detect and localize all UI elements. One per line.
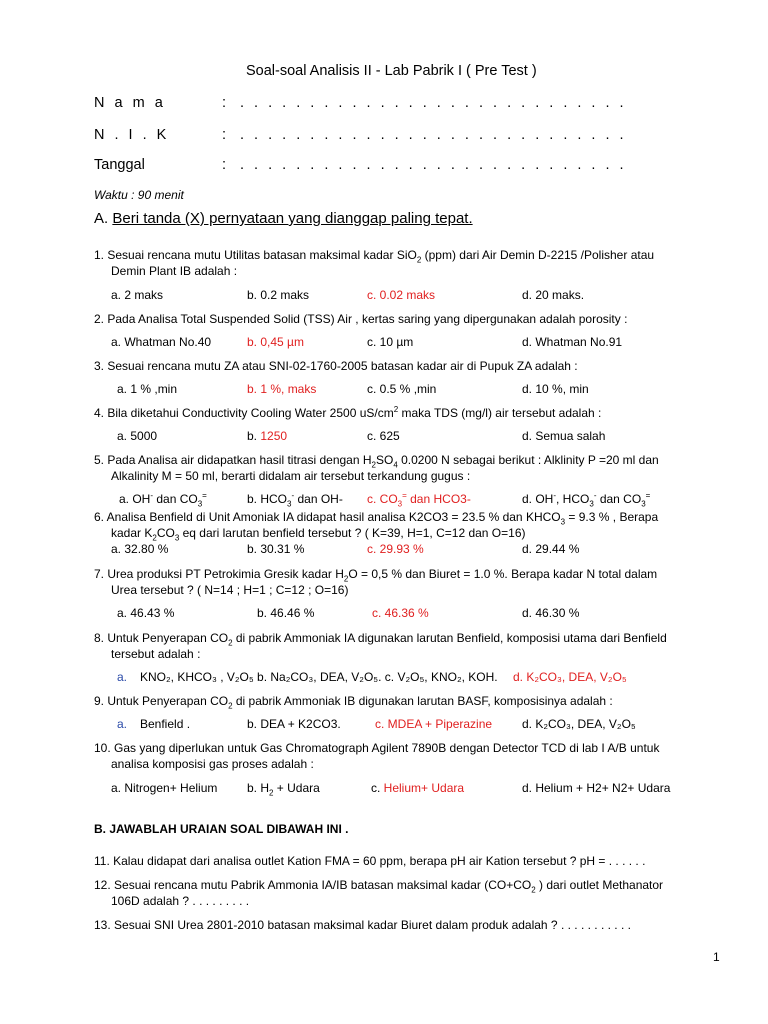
- q1-option-a[interactable]: a. 2 maks: [111, 288, 164, 302]
- q3-option-b[interactable]: b. 1 %, maks: [247, 382, 317, 396]
- question-1-line-1: [94, 248, 655, 265]
- field-label-tanggal: Tanggal: [94, 157, 145, 173]
- q10-option-b[interactable]: [247, 781, 320, 798]
- section-b-heading: B. JAWABLAH URAIAN SOAL DIBAWAH INI .: [94, 822, 349, 836]
- q8-text: 8. Untuk Penyerapan CO: [94, 631, 229, 645]
- q2-option-a[interactable]: a. Whatman No.40: [111, 335, 212, 349]
- q12-sub: 2: [531, 885, 536, 895]
- question-2: 2. Pada Analisa Total Suspended Solid (TSS) Air , kertas saring yang dipergunakan adalah porosity :: [94, 312, 628, 326]
- q5-text-3: 0.0200 N sebagai berikut : Alklinity P =20 ml dan: [397, 453, 659, 467]
- question-8-line-2: tersebut adalah :: [111, 647, 201, 661]
- q2-option-b[interactable]: b. 0,45 µm: [247, 335, 304, 349]
- question-9: [94, 694, 613, 711]
- q5-d-text-3: dan CO: [596, 492, 642, 506]
- q10-option-a[interactable]: a. Nitrogen+ Helium: [111, 781, 218, 795]
- q1-option-b[interactable]: b. 0.2 maks: [247, 288, 310, 302]
- q6-l2-sub: 2: [152, 533, 157, 543]
- q5-option-b[interactable]: [247, 491, 343, 509]
- q7-option-b[interactable]: b. 46.46 %: [257, 606, 315, 620]
- q6-option-d[interactable]: d. 29.44 %: [522, 542, 580, 556]
- q10-c-value: Helium+ Udara: [383, 781, 465, 795]
- q2-option-c[interactable]: c. 10 µm: [367, 335, 414, 349]
- field-dots-nama: . . . . . . . . . . . . . . . . . . . . . . . . . . . .: [240, 95, 627, 111]
- question-8-line-1: [94, 631, 667, 648]
- question-10-line-2: analisa komposisi gas proses adalah :: [111, 757, 314, 771]
- field-colon-tanggal: :: [222, 157, 227, 173]
- q6-option-a[interactable]: a. 32.80 %: [111, 542, 169, 556]
- q2-option-d[interactable]: d. Whatman No.91: [522, 335, 623, 349]
- q5-d-sup-3: =: [645, 491, 651, 500]
- q10-b-text: b. H: [247, 781, 270, 795]
- q5-option-d[interactable]: [522, 491, 651, 509]
- q3-option-d[interactable]: d. 10 %, min: [522, 382, 589, 396]
- q9-text: 9. Untuk Penyerapan CO: [94, 694, 229, 708]
- question-11: 11. Kalau didapat dari analisa outlet Kation FMA = 60 ppm, berapa pH air Kation tersebut ? pH = . . . . . .: [94, 854, 646, 868]
- q1-option-d[interactable]: d. 20 maks.: [522, 288, 585, 302]
- q5-sub-2: 4: [393, 460, 398, 470]
- q3-option-a[interactable]: a. 1 % ,min: [117, 382, 178, 396]
- question-10-line-1: 10. Gas yang diperlukan untuk Gas Chromatograph Agilent 7890B dengan Detector TCD di lab I A/B untuk: [94, 741, 660, 755]
- time-limit: Waktu : 90 menit: [94, 188, 184, 202]
- question-5-line-2: Alkalinity M = 50 ml, berarti didalam air tersebut terkandung gugus :: [111, 469, 471, 483]
- q4-b-value: 1250: [260, 429, 288, 443]
- q4-option-c[interactable]: c. 625: [367, 429, 400, 443]
- q5-b-text-2: dan OH-: [294, 492, 343, 506]
- q6-l2-text-2: CO: [156, 526, 175, 540]
- q5-d-sub: 3: [589, 499, 594, 509]
- field-label-nik: N . I . K: [94, 127, 170, 143]
- q5-text: 5. Pada Analisa air didapatkan hasil titrasi dengan H: [94, 453, 372, 467]
- q1-option-c[interactable]: c. 0.02 maks: [367, 288, 436, 302]
- field-colon-nik: :: [222, 127, 227, 143]
- q5-sub: 2: [371, 460, 376, 470]
- q5-text-2: SO: [375, 453, 394, 467]
- q6-l2-sub-2: 3: [174, 533, 180, 543]
- q5-a-text-2: dan CO: [153, 492, 198, 506]
- q6-option-b[interactable]: b. 30.31 %: [247, 542, 305, 556]
- q4-option-b[interactable]: [247, 429, 287, 443]
- q4-b-prefix: b.: [247, 429, 261, 443]
- q6-l2-text: kadar K: [111, 526, 153, 540]
- q5-option-c[interactable]: [367, 491, 471, 509]
- q8-option-d[interactable]: d. K₂CO₃, DEA, V₂O₅: [513, 670, 627, 684]
- question-7-line-2: Urea tersebut ? ( N=14 ; H=1 ; C=12 ; O=16): [111, 583, 349, 597]
- question-12-line-2: 106D adalah ? . . . . . . . . .: [111, 894, 250, 908]
- q7-option-d[interactable]: d. 46.30 %: [522, 606, 580, 620]
- q8-option-a-letter[interactable]: a.: [117, 670, 128, 684]
- q7-text-2: O = 0,5 % dan Biuret = 1.0 %. Berapa kadar N total dalam: [348, 567, 658, 581]
- section-a-title: Beri tanda (X) pernyataan yang dianggap paling tepat.: [112, 210, 473, 227]
- q9-option-a[interactable]: Benfield .: [140, 717, 191, 731]
- q9-text-2: di pabrik Ammoniak IB digunakan larutan BASF, komposisinya adalah :: [232, 694, 613, 708]
- question-6-line-1: [94, 510, 659, 527]
- field-dots-tanggal: . . . . . . . . . . . . . . . . . . . . . . . . . . . .: [240, 157, 627, 173]
- q5-c-text-2: dan HCO3-: [406, 492, 471, 506]
- q6-sub: 3: [560, 517, 566, 527]
- q9-option-b[interactable]: b. DEA + K2CO3.: [247, 717, 341, 731]
- q5-c-text: c. CO: [367, 492, 398, 506]
- q5-d-text-2: , HCO: [556, 492, 590, 506]
- q9-option-a-letter[interactable]: a.: [117, 717, 128, 731]
- q9-option-c[interactable]: c. MDEA + Piperazine: [375, 717, 493, 731]
- question-5-line-1: [94, 453, 659, 470]
- field-colon-nama: :: [222, 95, 227, 111]
- question-13: 13. Sesuai SNI Urea 2801-2010 batasan maksimal kadar Biuret dalam produk adalah ? . . . . . . . . . . .: [94, 918, 631, 932]
- q8-text-2: di pabrik Ammoniak IA digunakan larutan Benfield, komposisi utama dari Benfield: [232, 631, 667, 645]
- q4-option-d[interactable]: d. Semua salah: [522, 429, 606, 443]
- q10-b-text-2: + Udara: [273, 781, 320, 795]
- q5-d-text: d. OH: [522, 492, 554, 506]
- field-dots-nik: . . . . . . . . . . . . . . . . . . . . . . . . . . . .: [240, 127, 627, 143]
- q5-option-a[interactable]: [119, 491, 207, 509]
- q10-b-sub: 2: [269, 788, 274, 798]
- q5-a-sup-2: =: [202, 491, 207, 500]
- question-6-line-2: [111, 526, 526, 543]
- q7-option-a[interactable]: a. 46.43 %: [117, 606, 175, 620]
- q7-sub: 2: [343, 574, 349, 584]
- q12-text: 12. Sesuai rencana mutu Pabrik Ammonia IA/IB batasan maksimal kadar (CO+CO: [94, 878, 532, 892]
- q6-text: 6. Analisa Benfield di Unit Amoniak IA didapat hasil analisa K2CO3 = 23.5 % dan KHCO: [94, 510, 561, 524]
- q5-c-sub: 3: [397, 499, 403, 509]
- question-1-line-2: Demin Plant IB adalah :: [111, 264, 238, 278]
- document-title: Soal-soal Analisis II - Lab Pabrik I ( Pre Test ): [246, 63, 537, 79]
- q8-sub: 2: [228, 638, 233, 648]
- q5-d-sup: -: [553, 491, 557, 500]
- q4-text: 4. Bila diketahui Conductivity Cooling Water 2500 uS/cm: [94, 406, 394, 420]
- q5-d-sub-2: 3: [641, 499, 646, 509]
- section-a-letter: A.: [94, 210, 109, 227]
- q5-b-text: b. HCO: [247, 492, 288, 506]
- q5-a-sub: 3: [197, 499, 203, 509]
- q10-option-c[interactable]: [371, 781, 464, 795]
- q9-option-d[interactable]: d. K₂CO₃, DEA, V₂O₅: [522, 717, 636, 731]
- q4-option-a[interactable]: a. 5000: [117, 429, 158, 443]
- q1-text-2: (ppm) dari Air Demin D-2215 /Polisher atau: [421, 248, 655, 262]
- q10-c-prefix: c.: [371, 781, 384, 795]
- q7-text: 7. Urea produksi PT Petrokimia Gresik kadar H: [94, 567, 344, 581]
- q4-text-2: maka TDS (mg/l) air tersebut adalah :: [398, 406, 602, 420]
- q3-option-c[interactable]: c. 0.5 % ,min: [367, 382, 437, 396]
- q7-option-c[interactable]: c. 46.36 %: [372, 606, 429, 620]
- q6-l2-text-3: eq dari larutan benfield tersebut ? ( K=39, H=1, C=12 dan O=16): [179, 526, 526, 540]
- q6-option-c[interactable]: c. 29.93 %: [367, 542, 424, 556]
- q1-text: 1. Sesuai rencana mutu Utilitas batasan maksimal kadar SiO: [94, 248, 417, 262]
- field-label-nama: N a m a: [94, 95, 166, 111]
- q5-d-sup-2: -: [593, 491, 597, 500]
- q12-text-2: ) dari outlet Methanator: [535, 878, 664, 892]
- q5-c-sup: =: [402, 491, 407, 500]
- q1-sub: 2: [416, 255, 422, 265]
- q10-option-d[interactable]: d. Helium + H2+ N2+ Udara: [522, 781, 671, 795]
- q6-text-2: = 9.3 % , Berapa: [565, 510, 659, 524]
- question-4: [94, 406, 601, 420]
- q5-a-sup: -: [150, 491, 154, 500]
- q5-b-sup: -: [291, 491, 295, 500]
- q9-sub: 2: [228, 701, 233, 711]
- q4-sup: 2: [393, 405, 399, 414]
- section-a-heading: [94, 212, 473, 226]
- q5-a-text: a. OH: [119, 492, 151, 506]
- question-7-line-1: [94, 567, 658, 584]
- page-number: 1: [713, 950, 720, 964]
- question-12-line-1: [94, 878, 664, 895]
- question-3: 3. Sesuai rencana mutu ZA atau SNI-02-1760-2005 batasan kadar air di Pupuk ZA adalah :: [94, 359, 578, 373]
- q5-b-sub: 3: [287, 499, 292, 509]
- q8-options-abc[interactable]: KNO₂, KHCO₃ , V₂O₅ b. Na₂CO₃, DEA, V₂O₅. c. V₂O₅, KNO₂, KOH.: [140, 670, 498, 684]
